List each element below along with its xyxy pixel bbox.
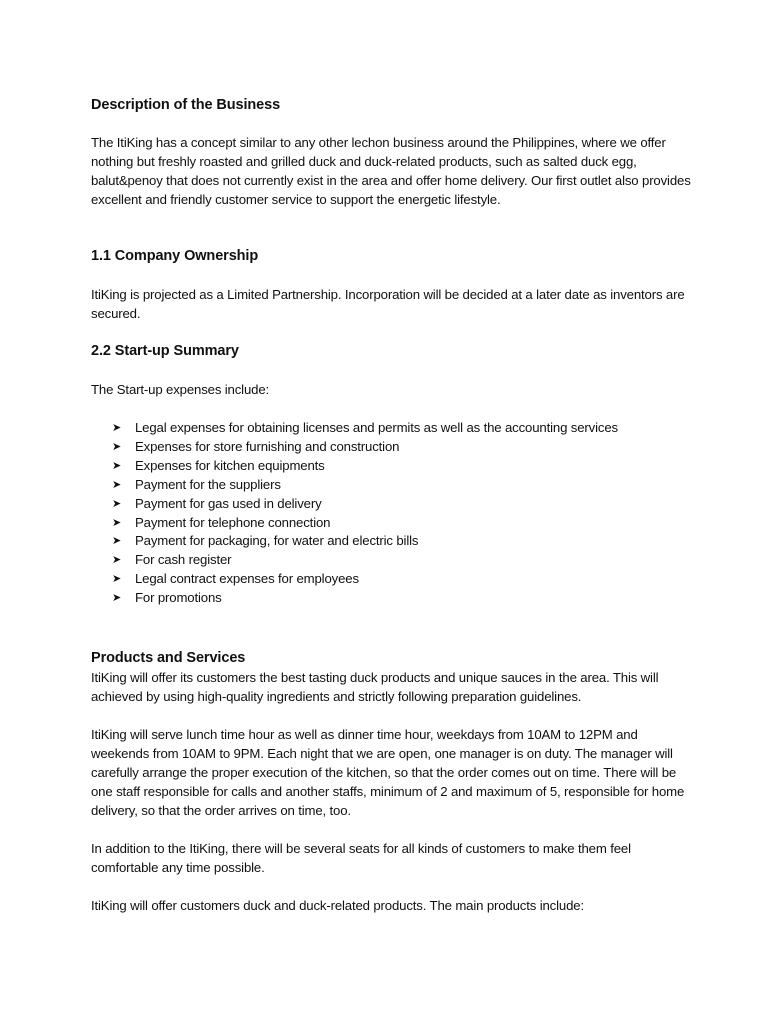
list-item: ➤ Legal contract expenses for employees bbox=[112, 570, 692, 589]
list-item: ➤ Legal expenses for obtaining licenses and permits as well as the accounting services bbox=[112, 419, 692, 438]
heading-company-ownership: 1.1 Company Ownership bbox=[91, 248, 259, 264]
arrow-bullet-icon: ➤ bbox=[112, 516, 122, 529]
paragraph-products-2: ItiKing will serve lunch time hour as well as dinner time hour, weekdays from 10AM to 12PM and weekends from 10AM to 9PM. Each night that we are open, one manager is on duty. The manager will carefully arrange the proper execution of the kitchen, so that the order comes out on time. There will be one staff responsible for calls and another staffs, minimum of 2 and maximum of 5, responsible for home delivery, so that the order arrives on time, too. bbox=[91, 727, 685, 818]
arrow-bullet-icon: ➤ bbox=[112, 497, 122, 510]
paragraph-products-1: ItiKing will offer its customers the best tasting duck products and unique sauces in the area. This will achieved by using high-quality ingredients and strictly following preparation guidelines. bbox=[91, 670, 659, 704]
startup-expense-list bbox=[112, 419, 692, 608]
list-item: ➤ Payment for packaging, for water and electric bills bbox=[112, 532, 692, 551]
arrow-bullet-icon: ➤ bbox=[112, 535, 122, 548]
paragraph-startup-intro: The Start-up expenses include: bbox=[91, 382, 270, 397]
list-item: ➤ For promotions bbox=[112, 589, 692, 608]
arrow-bullet-icon: ➤ bbox=[112, 422, 122, 434]
heading-description: Description of the Business bbox=[91, 97, 281, 113]
list-item: ➤ Expenses for store furnishing and construction bbox=[112, 438, 692, 457]
arrow-bullet-icon: ➤ bbox=[112, 592, 122, 605]
paragraph-company-ownership: ItiKing is projected as a Limited Partnership. Incorporation will be decided at a later date as inventors are secured. bbox=[91, 287, 685, 321]
list-item: ➤ Payment for the suppliers bbox=[112, 476, 692, 495]
arrow-bullet-icon: ➤ bbox=[112, 478, 122, 491]
list-item: ➤ Expenses for kitchen equipments bbox=[112, 457, 692, 476]
paragraph-products-3: In addition to the ItiKing, there will be several seats for all kinds of customers to make them feel comfortable any time possible. bbox=[91, 841, 631, 875]
heading-startup-summary: 2.2 Start-up Summary bbox=[91, 343, 239, 359]
arrow-bullet-icon: ➤ bbox=[112, 440, 122, 453]
heading-products-services: Products and Services bbox=[91, 650, 246, 666]
list-item: ➤ For cash register bbox=[112, 551, 692, 570]
list-item: ➤ Payment for gas used in delivery bbox=[112, 495, 692, 514]
list-item: ➤ Payment for telephone connection bbox=[112, 514, 692, 533]
arrow-bullet-icon: ➤ bbox=[112, 554, 122, 567]
arrow-bullet-icon: ➤ bbox=[112, 459, 122, 472]
paragraph-description: The ItiKing has a concept similar to any other lechon business around the Philippines, where we offer nothing but freshly roasted and grilled duck and duck-related products, such as salted duck egg, balut&penoy that does not currently exist in the area and offer home delivery. Our first outlet also provides excellent and friendly customer service to support the energetic lifestyle. bbox=[91, 135, 691, 207]
arrow-bullet-icon: ➤ bbox=[112, 573, 122, 586]
paragraph-products-4: ItiKing will offer customers duck and duck-related products. The main products include: bbox=[91, 898, 584, 913]
